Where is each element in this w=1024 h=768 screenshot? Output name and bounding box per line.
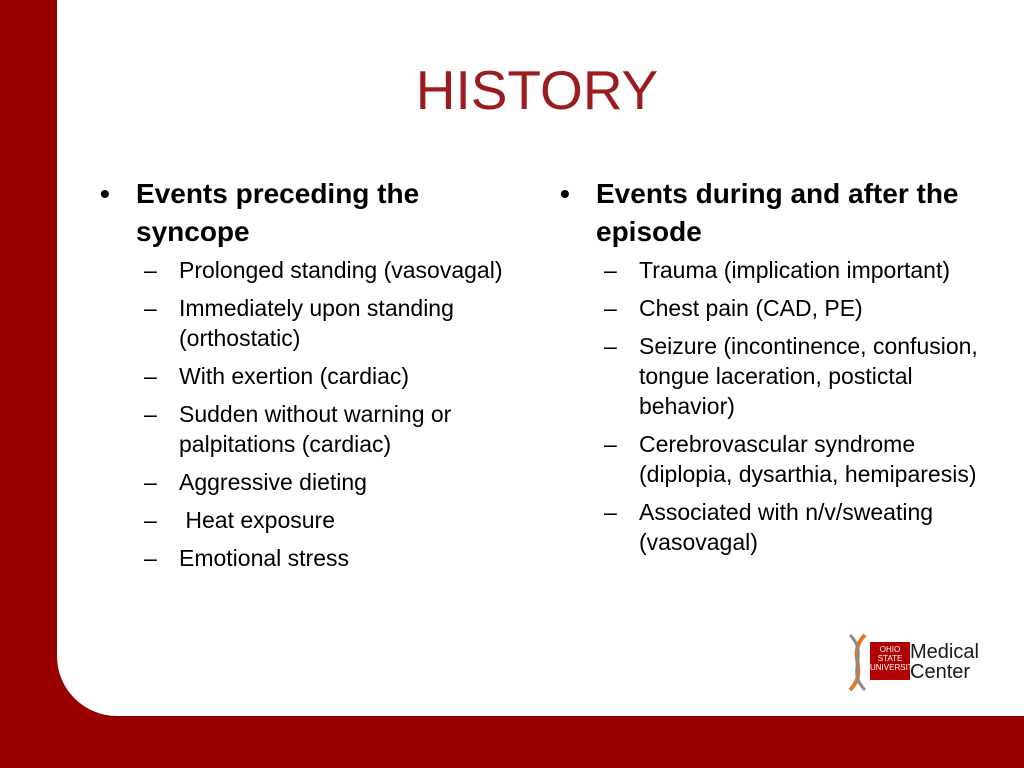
left-list [100,255,530,573]
slide-title: HISTORY [415,59,659,121]
list-item-text: Chest pain (CAD, PE) [639,295,863,321]
logo-line1: Medical [910,641,979,663]
list-item [144,293,530,353]
dash-icon: – [144,469,157,495]
list-item-text: Immediately upon standing (orthostatic) [179,295,454,351]
dash-icon: – [144,545,157,571]
list-item [604,255,990,285]
list-item [604,331,990,421]
list-item-text: Associated with n/v/sweating (vasovagal) [639,499,934,555]
dash-icon: – [144,507,157,533]
list-item [604,497,990,557]
dash-icon: – [604,499,617,525]
left-heading [100,175,530,251]
list-item-text: Emotional stress [179,545,350,571]
list-item-text: Prolonged standing (vasovagal) [179,257,503,283]
right-column [560,175,990,565]
dash-icon: – [604,333,617,359]
osu-seal: OHIO STATE UNIVERSITY [870,642,910,680]
dash-icon: – [144,295,157,321]
bullet-icon: • [560,178,570,209]
list-item [144,505,530,535]
dash-icon: – [604,431,617,457]
dash-icon: – [144,257,157,283]
left-column [100,175,530,581]
list-item [144,255,530,285]
logo-line2: Center [910,661,971,683]
left-heading-text: Events preceding the syncope [136,178,420,247]
list-item [144,361,530,391]
list-item-text: With exertion (cardiac) [179,363,410,389]
right-heading-text: Events during and after the episode [596,178,959,247]
dash-icon: – [144,363,157,389]
list-item [144,399,530,459]
dash-icon: – [604,295,617,321]
dash-icon: – [604,257,617,283]
list-item-text: Cerebrovascular syndrome (diplopia, dysarthia, hemiparesis) [639,431,977,487]
right-heading [560,175,990,251]
list-item-text: Sudden without warning or palpitations (cardiac) [179,401,452,457]
list-item [604,429,990,489]
dash-icon: – [144,401,157,427]
list-item-text: Heat exposure [179,507,335,533]
list-item [604,293,990,323]
logo-text [910,642,979,682]
bullet-icon: • [100,178,110,209]
list-item-text: Aggressive dieting [179,469,367,495]
list-item-text: Seizure (incontinence, confusion, tongue laceration, postictal behavior) [639,333,978,419]
list-item [144,467,530,497]
list-item [144,543,530,573]
list-item-text: Trauma (implication important) [639,257,951,283]
right-list [560,255,990,557]
